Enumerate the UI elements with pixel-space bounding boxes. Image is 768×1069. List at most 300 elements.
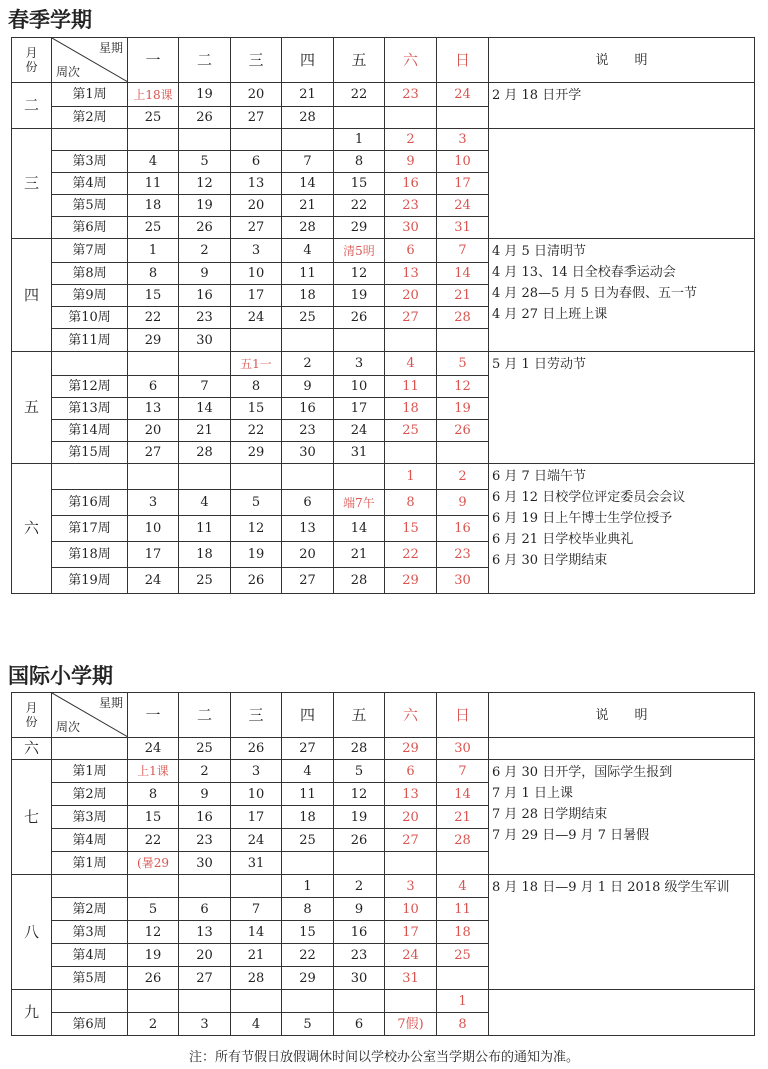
day-cell: 4 [179, 490, 231, 516]
day-cell: 10 [231, 783, 282, 806]
day-cell: 7 [437, 760, 489, 783]
day-cell [282, 464, 334, 490]
day-cell: 30 [179, 852, 231, 875]
note-line: 4 月 13、14 日全校春季运动会 [492, 265, 676, 280]
day-cell: 19 [334, 806, 385, 829]
note-line: 6 月 19 日上午博士生学位授予 [492, 511, 673, 526]
day-cell [128, 129, 179, 151]
week-number-cell: 第16周 [52, 490, 128, 516]
day-cell [282, 329, 334, 352]
day-cell: 25 [179, 568, 231, 594]
day-cell: 12 [334, 263, 385, 285]
weekday-header: 六 [385, 693, 437, 738]
day-cell: 14 [179, 398, 231, 420]
day-cell: 31 [385, 967, 437, 990]
day-cell: 8 [437, 1013, 489, 1036]
weekday-header: 一 [128, 693, 179, 738]
day-cell: 11 [437, 898, 489, 921]
day-cell: 31 [231, 852, 282, 875]
notes-cell [489, 760, 755, 875]
weekday-header: 四 [282, 693, 334, 738]
month-header-label: 月份 [25, 701, 38, 729]
table-row [12, 760, 755, 783]
day-cell: 30 [385, 217, 437, 239]
day-cell: 2 [437, 464, 489, 490]
day-cell: 24 [334, 420, 385, 442]
day-cell: 10 [334, 376, 385, 398]
week-header-corner [52, 693, 128, 738]
day-cell [128, 875, 179, 898]
day-cell: 29 [128, 329, 179, 352]
day-cell: 26 [231, 568, 282, 594]
day-cell: 14 [282, 173, 334, 195]
day-cell: 28 [231, 967, 282, 990]
day-cell: 17 [231, 806, 282, 829]
month-cell: 六 [12, 464, 52, 594]
day-cell: 29 [385, 738, 437, 760]
day-cell: 5 [179, 151, 231, 173]
day-cell: 4 [437, 875, 489, 898]
day-cell: 23 [437, 542, 489, 568]
day-cell: 30 [179, 329, 231, 352]
day-cell: 13 [128, 398, 179, 420]
week-number-cell: 第1周 [52, 83, 128, 107]
day-cell: 3 [128, 490, 179, 516]
month-header [12, 38, 52, 83]
note-line: 6 月 7 日端午节 [492, 469, 586, 484]
day-cell: 25 [179, 738, 231, 760]
day-cell: 4 [231, 1013, 282, 1036]
notes-cell [489, 875, 755, 990]
day-cell: 30 [437, 568, 489, 594]
day-cell: 30 [334, 967, 385, 990]
day-cell: 4 [282, 239, 334, 263]
day-cell [437, 852, 489, 875]
day-cell: 20 [128, 420, 179, 442]
day-cell: 13 [231, 173, 282, 195]
day-cell: 19 [231, 542, 282, 568]
day-cell: 23 [282, 420, 334, 442]
day-cell: 18 [282, 285, 334, 307]
day-cell: 18 [437, 921, 489, 944]
table-row [12, 129, 755, 151]
day-cell: 17 [437, 173, 489, 195]
day-cell: 上1课 [128, 760, 179, 783]
day-cell [128, 990, 179, 1013]
notes-cell [489, 239, 755, 352]
day-cell: 9 [179, 783, 231, 806]
day-cell: 9 [437, 490, 489, 516]
day-cell: 2 [179, 239, 231, 263]
day-cell [334, 464, 385, 490]
week-number-cell: 第12周 [52, 376, 128, 398]
day-cell: 17 [231, 285, 282, 307]
day-cell: 15 [128, 285, 179, 307]
week-number-cell: 第3周 [52, 806, 128, 829]
week-number-cell: 第18周 [52, 542, 128, 568]
day-cell: 2 [179, 760, 231, 783]
day-cell: 20 [179, 944, 231, 967]
day-cell: 25 [128, 217, 179, 239]
day-cell: 4 [385, 352, 437, 376]
week-number-cell: 第19周 [52, 568, 128, 594]
notes-header: 说 明 [489, 38, 755, 83]
day-cell: 3 [437, 129, 489, 151]
day-cell: 12 [437, 376, 489, 398]
day-cell: 10 [231, 263, 282, 285]
header-row [12, 693, 755, 738]
day-cell: 8 [334, 151, 385, 173]
day-cell [231, 990, 282, 1013]
day-cell: 9 [385, 151, 437, 173]
day-cell: 2 [334, 875, 385, 898]
week-number-cell: 第7周 [52, 239, 128, 263]
day-cell: 28 [179, 442, 231, 464]
weekday-header: 三 [231, 693, 282, 738]
day-cell: 27 [282, 568, 334, 594]
day-cell: 29 [231, 442, 282, 464]
day-cell: 1 [282, 875, 334, 898]
week-number-cell: 第3周 [52, 921, 128, 944]
day-cell: 10 [128, 516, 179, 542]
table-row [12, 875, 755, 898]
week-number-cell [52, 738, 128, 760]
day-cell: 16 [385, 173, 437, 195]
day-cell: 24 [128, 568, 179, 594]
spring-calendar-table [11, 37, 755, 594]
day-cell: 14 [334, 516, 385, 542]
weekday-header: 三 [231, 38, 282, 83]
week-number-cell: 第2周 [52, 898, 128, 921]
month-cell: 三 [12, 129, 52, 239]
week-number-cell: 第5周 [52, 195, 128, 217]
day-cell: 29 [334, 217, 385, 239]
day-cell: 4 [128, 151, 179, 173]
notes-cell [489, 352, 755, 464]
notes-cell [489, 464, 755, 594]
day-cell: 14 [437, 783, 489, 806]
day-cell: 25 [282, 829, 334, 852]
notes-cell [489, 990, 755, 1036]
day-cell: 22 [128, 829, 179, 852]
weekday-corner-label: 星期 [98, 696, 123, 710]
day-cell: 16 [437, 516, 489, 542]
day-cell: 11 [282, 263, 334, 285]
table-row [12, 738, 755, 760]
day-cell: 26 [334, 829, 385, 852]
spring-title: 春季学期 [8, 8, 92, 32]
day-cell [282, 990, 334, 1013]
month-header [12, 693, 52, 738]
weekday-header: 五 [334, 38, 385, 83]
day-cell: 6 [334, 1013, 385, 1036]
day-cell: 25 [128, 107, 179, 129]
day-cell [334, 329, 385, 352]
day-cell [385, 990, 437, 1013]
day-cell [179, 129, 231, 151]
day-cell: 15 [334, 173, 385, 195]
day-cell: 9 [282, 376, 334, 398]
note-line: 4 月 27 日上班上课 [492, 307, 608, 322]
day-cell: 上18课 [128, 83, 179, 107]
day-cell: 22 [231, 420, 282, 442]
day-cell [334, 107, 385, 129]
day-cell: 27 [128, 442, 179, 464]
month-cell: 四 [12, 239, 52, 352]
weekday-header: 二 [179, 38, 231, 83]
table-row [12, 352, 755, 376]
intl-calendar-table [11, 692, 755, 1036]
day-cell: 2 [385, 129, 437, 151]
weekday-header: 二 [179, 693, 231, 738]
day-cell: 22 [282, 944, 334, 967]
note-line: 4 月 5 日清明节 [492, 244, 586, 259]
day-cell: 21 [437, 285, 489, 307]
week-number-cell: 第1周 [52, 852, 128, 875]
day-cell: 1 [437, 990, 489, 1013]
month-header-label: 月份 [25, 46, 38, 74]
day-cell: 8 [128, 263, 179, 285]
day-cell: 18 [385, 398, 437, 420]
week-number-cell: 第5周 [52, 967, 128, 990]
day-cell [179, 464, 231, 490]
day-cell: 11 [282, 783, 334, 806]
day-cell: 23 [179, 307, 231, 329]
day-cell: 24 [128, 738, 179, 760]
day-cell: 29 [385, 568, 437, 594]
day-cell [282, 852, 334, 875]
day-cell: 8 [385, 490, 437, 516]
day-cell: 28 [334, 568, 385, 594]
day-cell: 28 [334, 738, 385, 760]
day-cell: 18 [282, 806, 334, 829]
day-cell: 17 [334, 398, 385, 420]
day-cell: 10 [385, 898, 437, 921]
day-cell: 端7午 [334, 490, 385, 516]
day-cell: 11 [179, 516, 231, 542]
day-cell: 7 [179, 376, 231, 398]
month-cell: 九 [12, 990, 52, 1036]
weekday-header: 一 [128, 38, 179, 83]
week-number-corner-label: 周次 [56, 720, 81, 734]
month-cell: 二 [12, 83, 52, 129]
week-number-cell: 第2周 [52, 107, 128, 129]
day-cell: 5 [231, 490, 282, 516]
day-cell: (暑29 [128, 852, 179, 875]
weekday-header: 六 [385, 38, 437, 83]
day-cell: 21 [282, 195, 334, 217]
day-cell: 30 [282, 442, 334, 464]
week-number-cell: 第3周 [52, 151, 128, 173]
day-cell: 28 [437, 307, 489, 329]
note-line: 8 月 18 日—9 月 1 日 2018 级学生军训 [492, 880, 730, 895]
day-cell [334, 852, 385, 875]
day-cell [385, 852, 437, 875]
day-cell: 17 [128, 542, 179, 568]
week-number-cell: 第1周 [52, 760, 128, 783]
day-cell: 7 [231, 898, 282, 921]
day-cell: 26 [179, 107, 231, 129]
week-number-cell: 第15周 [52, 442, 128, 464]
day-cell: 16 [179, 806, 231, 829]
day-cell [231, 129, 282, 151]
day-cell: 五1一 [231, 352, 282, 376]
day-cell: 14 [231, 921, 282, 944]
day-cell: 11 [128, 173, 179, 195]
week-number-cell: 第8周 [52, 263, 128, 285]
day-cell: 27 [231, 217, 282, 239]
table-row [12, 990, 755, 1013]
day-cell: 7 [282, 151, 334, 173]
header-row [12, 38, 755, 83]
day-cell [128, 464, 179, 490]
day-cell: 24 [437, 83, 489, 107]
day-cell [437, 329, 489, 352]
day-cell: 1 [385, 464, 437, 490]
day-cell: 15 [128, 806, 179, 829]
day-cell: 13 [385, 263, 437, 285]
day-cell: 20 [385, 285, 437, 307]
day-cell: 15 [385, 516, 437, 542]
week-number-cell: 第14周 [52, 420, 128, 442]
week-number-cell: 第6周 [52, 217, 128, 239]
day-cell: 6 [385, 760, 437, 783]
note-line: 6 月 30 日学期结束 [492, 553, 608, 568]
day-cell: 20 [282, 542, 334, 568]
table-row [12, 464, 755, 490]
note-line: 4 月 28—5 月 5 日为春假、五一节 [492, 286, 698, 301]
day-cell [334, 990, 385, 1013]
day-cell: 26 [128, 967, 179, 990]
day-cell: 18 [128, 195, 179, 217]
week-number-cell: 第4周 [52, 829, 128, 852]
week-number-cell [52, 352, 128, 376]
table-row [12, 83, 755, 107]
week-number-cell: 第10周 [52, 307, 128, 329]
week-number-cell: 第4周 [52, 944, 128, 967]
week-number-cell: 第6周 [52, 1013, 128, 1036]
day-cell: 19 [128, 944, 179, 967]
week-number-corner-label: 周次 [56, 65, 81, 79]
day-cell: 25 [437, 944, 489, 967]
day-cell: 13 [179, 921, 231, 944]
day-cell: 6 [282, 490, 334, 516]
notes-cell [489, 129, 755, 239]
week-number-cell: 第17周 [52, 516, 128, 542]
week-number-cell: 第2周 [52, 783, 128, 806]
month-cell: 五 [12, 352, 52, 464]
day-cell: 5 [282, 1013, 334, 1036]
day-cell: 4 [282, 760, 334, 783]
day-cell: 3 [179, 1013, 231, 1036]
day-cell: 27 [179, 967, 231, 990]
day-cell: 5 [437, 352, 489, 376]
month-cell: 七 [12, 760, 52, 875]
day-cell: 19 [334, 285, 385, 307]
day-cell [179, 990, 231, 1013]
note-line: 6 月 30 日开学，国际学生报到 [492, 765, 673, 780]
day-cell: 16 [179, 285, 231, 307]
day-cell: 17 [385, 921, 437, 944]
day-cell: 24 [231, 829, 282, 852]
weekday-header: 日 [437, 38, 489, 83]
day-cell: 28 [282, 217, 334, 239]
day-cell: 28 [282, 107, 334, 129]
day-cell: 26 [231, 738, 282, 760]
day-cell: 29 [282, 967, 334, 990]
note-line: 7 月 1 日上课 [492, 786, 573, 801]
day-cell [128, 352, 179, 376]
day-cell: 23 [385, 195, 437, 217]
day-cell: 27 [282, 738, 334, 760]
week-header-corner [52, 38, 128, 83]
day-cell: 28 [437, 829, 489, 852]
day-cell: 21 [334, 542, 385, 568]
day-cell: 10 [437, 151, 489, 173]
day-cell: 8 [128, 783, 179, 806]
day-cell: 27 [385, 307, 437, 329]
day-cell: 16 [334, 921, 385, 944]
day-cell: 23 [179, 829, 231, 852]
day-cell: 8 [282, 898, 334, 921]
week-number-cell [52, 990, 128, 1013]
day-cell [179, 875, 231, 898]
note-line: 2 月 18 日开学 [492, 88, 582, 103]
month-cell: 六 [12, 738, 52, 760]
day-cell [437, 107, 489, 129]
intl-title: 国际小学期 [8, 664, 113, 688]
day-cell: 6 [231, 151, 282, 173]
day-cell: 15 [231, 398, 282, 420]
day-cell [179, 352, 231, 376]
day-cell: 14 [437, 263, 489, 285]
day-cell: 19 [437, 398, 489, 420]
day-cell: 6 [179, 898, 231, 921]
day-cell [231, 875, 282, 898]
day-cell: 27 [385, 829, 437, 852]
day-cell: 2 [282, 352, 334, 376]
table-row [12, 239, 755, 263]
notes-cell [489, 83, 755, 129]
day-cell: 24 [437, 195, 489, 217]
note-line: 5 月 1 日劳动节 [492, 357, 586, 372]
note-line: 6 月 12 日校学位评定委员会会议 [492, 490, 686, 505]
day-cell: 5 [128, 898, 179, 921]
day-cell: 31 [334, 442, 385, 464]
footnote: 注：所有节假日放假调休时间以学校办公室当学期公布的通知为准。 [188, 1050, 579, 1065]
day-cell: 3 [334, 352, 385, 376]
weekday-corner-label: 星期 [98, 41, 123, 55]
day-cell [437, 967, 489, 990]
day-cell: 清5明 [334, 239, 385, 263]
day-cell: 20 [231, 195, 282, 217]
day-cell: 1 [334, 129, 385, 151]
week-number-cell [52, 129, 128, 151]
day-cell: 12 [334, 783, 385, 806]
day-cell: 24 [385, 944, 437, 967]
day-cell: 21 [437, 806, 489, 829]
week-number-cell: 第11周 [52, 329, 128, 352]
day-cell: 13 [385, 783, 437, 806]
weekday-header: 四 [282, 38, 334, 83]
day-cell: 22 [385, 542, 437, 568]
day-cell: 12 [179, 173, 231, 195]
month-cell: 八 [12, 875, 52, 990]
day-cell: 12 [128, 921, 179, 944]
day-cell: 7 [437, 239, 489, 263]
day-cell: 26 [179, 217, 231, 239]
day-cell: 27 [231, 107, 282, 129]
